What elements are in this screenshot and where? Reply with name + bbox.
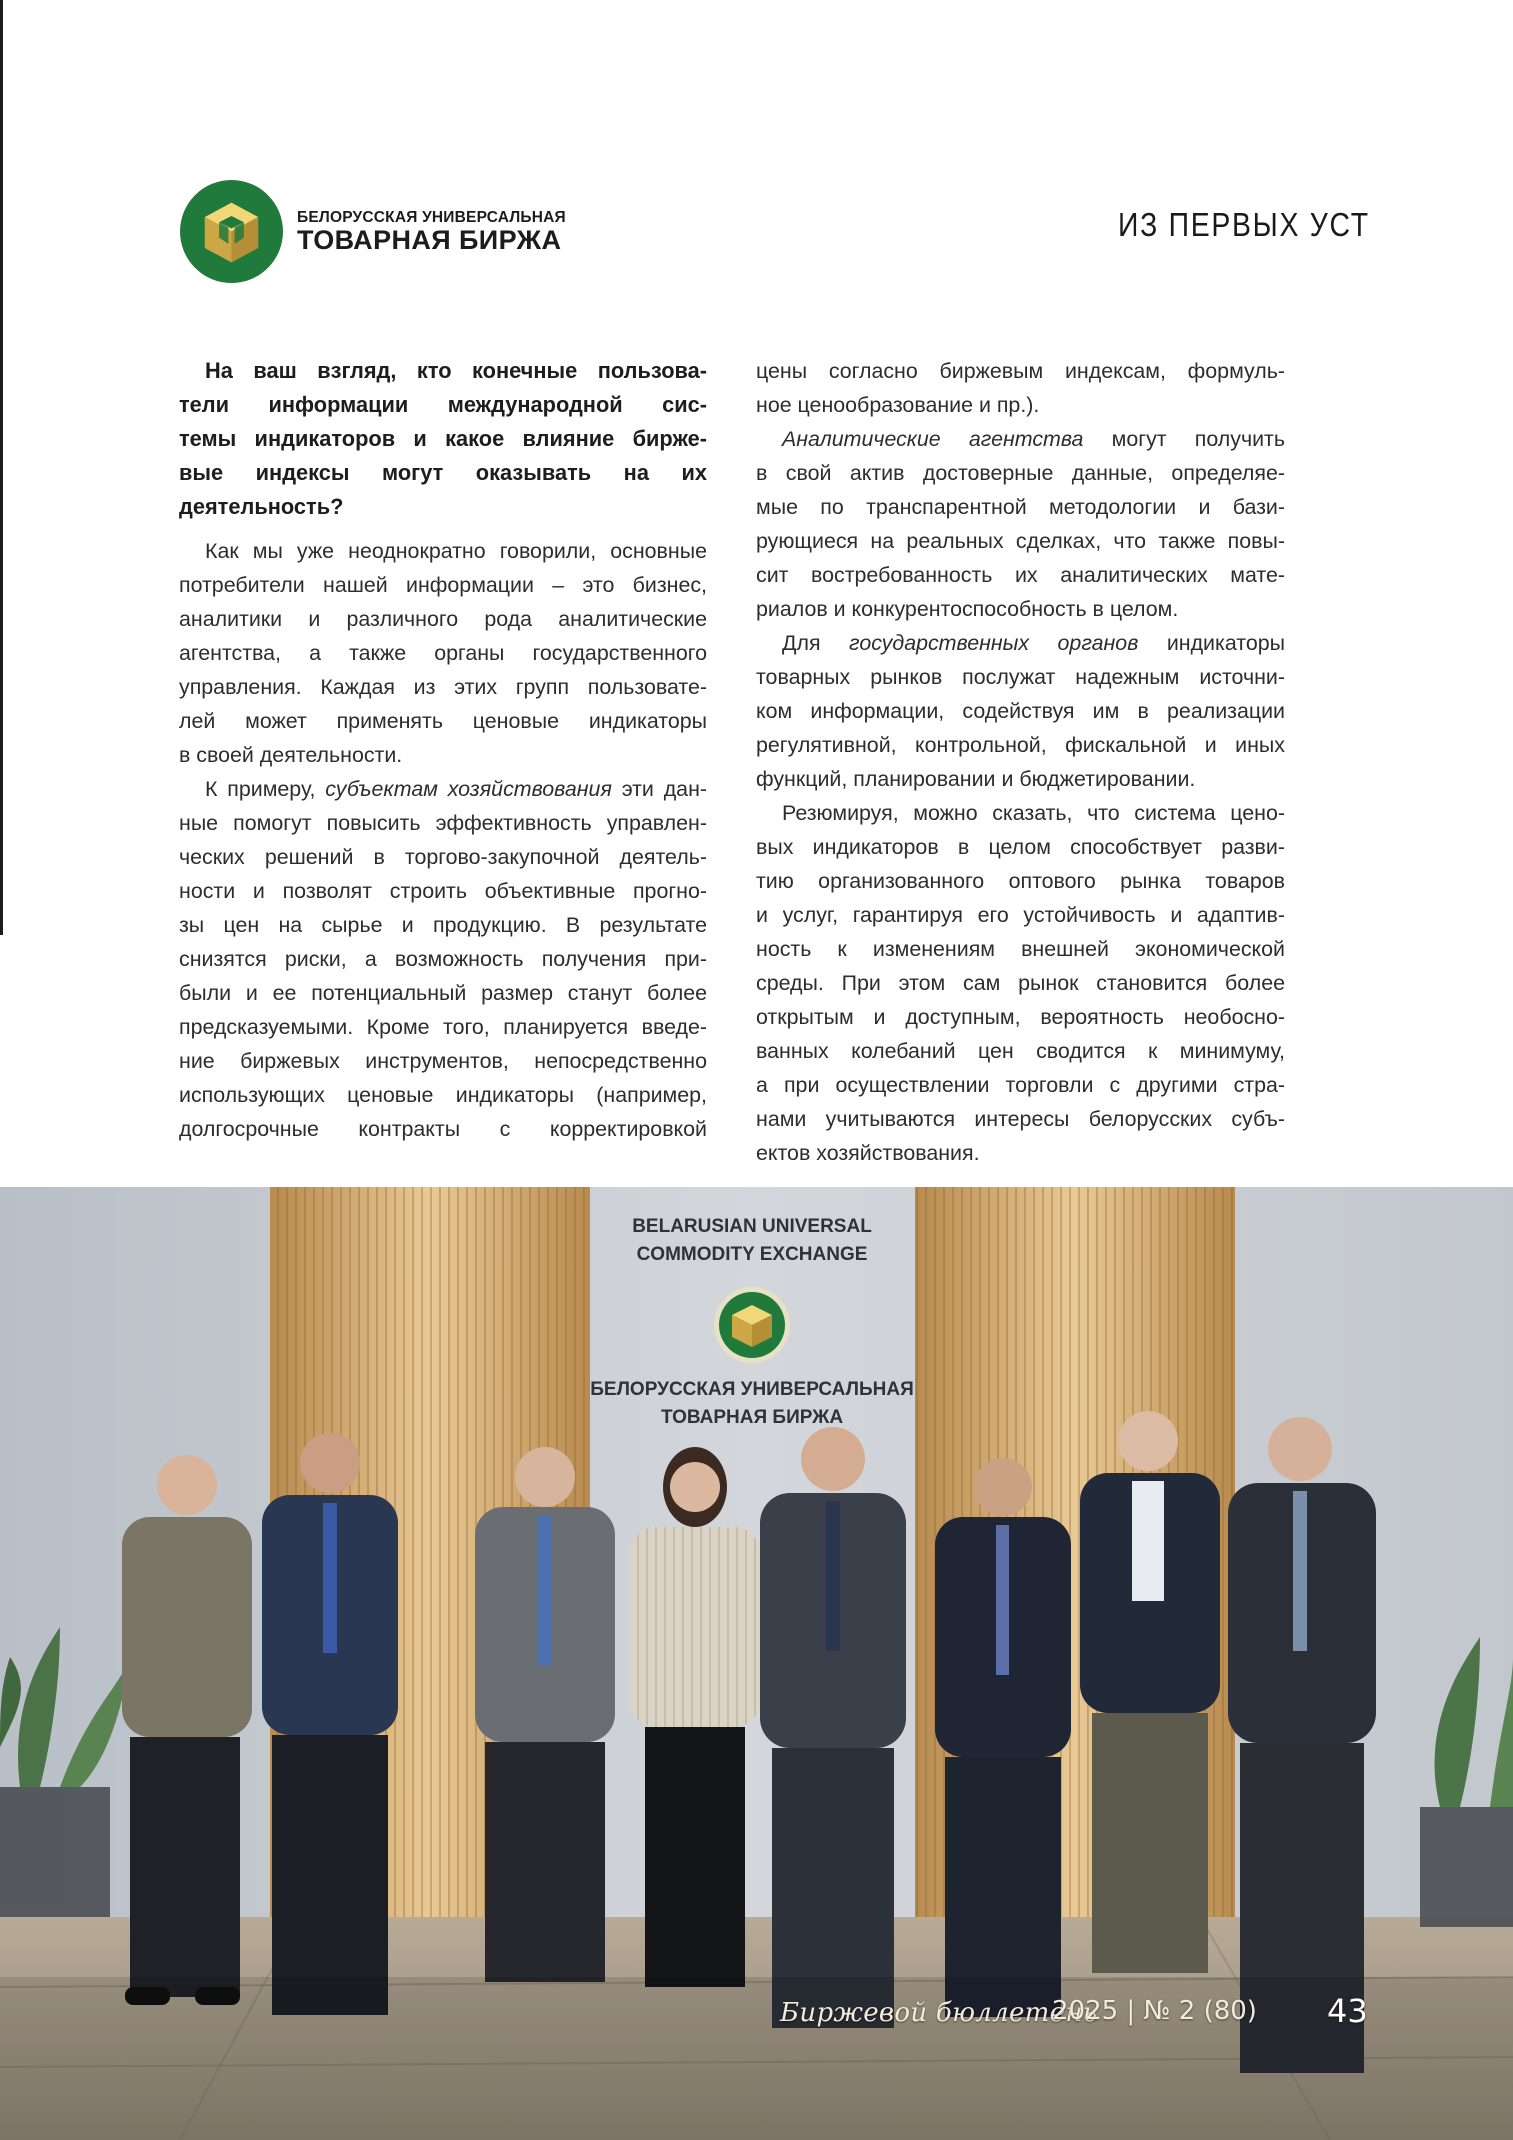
text-line: Резюмируя, можно сказать, что система цено- bbox=[782, 801, 1285, 825]
person-6 bbox=[935, 1458, 1071, 2017]
group-photo bbox=[0, 1187, 1513, 2140]
text-line: а при осуществлении торговли с другими стра- bbox=[756, 1073, 1285, 1097]
sign-english-line-1: BELARUSIAN UNIVERSAL bbox=[632, 1216, 872, 1237]
text-line: Аналитические агентства могут получить bbox=[782, 427, 1285, 451]
exchange-logo bbox=[180, 180, 283, 283]
emphasis-analytical-agencies: Аналитические агентства bbox=[782, 427, 1084, 451]
text-line: товарных рынков послужат надежным источни- bbox=[756, 665, 1285, 689]
wordmark-line-2: ТОВАРНАЯ БИРЖА bbox=[297, 225, 562, 255]
text-line: тию организованного оптового рынка товаров bbox=[756, 869, 1285, 893]
text-line: ческих решений в торгово-закупочной деятель- bbox=[179, 845, 707, 869]
emphasis-business-entities: субъектам хозяйствования bbox=[325, 777, 612, 801]
answer-paragraph bbox=[756, 422, 1285, 626]
text-line: функций, планировании и бюджетировании. bbox=[756, 767, 1196, 791]
text-line: вых индикаторов в целом способствует разви- bbox=[756, 835, 1285, 859]
emphasis-government-bodies: государственных органов bbox=[849, 631, 1139, 655]
text-line: зы цен на сырье и продукцию. В результате bbox=[179, 913, 707, 937]
text-line: мые по транспарентной методологии и бази- bbox=[756, 495, 1285, 519]
person-1 bbox=[122, 1455, 252, 2005]
text-line: использующих ценовые индикаторы (например, bbox=[179, 1083, 707, 1107]
text-line: Для государственных органов индикаторы bbox=[782, 631, 1285, 655]
question-line: тели информации международной сис- bbox=[179, 392, 707, 417]
text-line: агентства, а также органы государственного bbox=[179, 641, 707, 665]
text-line: К примеру, субъектам хозяйствования эти дан- bbox=[205, 777, 708, 801]
text-line: лей может применять ценовые индикаторы bbox=[179, 709, 707, 733]
text-line: ности и позволят строить объективные прогно- bbox=[179, 879, 707, 903]
text-line: аналитики и различного рода аналитические bbox=[179, 607, 707, 631]
text-line: открытым и доступным, вероятность необосно- bbox=[756, 1005, 1285, 1029]
wordmark-line-1: БЕЛОРУССКАЯ УНИВЕРСАЛЬНАЯ bbox=[297, 209, 566, 226]
answer-paragraph bbox=[179, 772, 707, 1146]
answer-paragraph-continued bbox=[756, 354, 1285, 422]
person-7 bbox=[1080, 1411, 1220, 1973]
question-line: темы индикаторов и какое влияние бирже- bbox=[179, 426, 707, 451]
article-column-left bbox=[179, 354, 707, 1146]
issue-number: 2025 | № 2 (80) bbox=[1052, 1996, 1257, 2026]
text-line: среды. При этом сам рынок становится более bbox=[756, 971, 1285, 995]
question-line: деятельность? bbox=[179, 494, 344, 519]
page-number: 43 bbox=[1327, 1992, 1368, 2030]
text-line: регулятивной, контрольной, фискальной и иных bbox=[756, 733, 1285, 757]
person-3 bbox=[475, 1447, 615, 1982]
text-line: управления. Каждая из этих групп пользовате- bbox=[179, 675, 707, 699]
question-line: На ваш взгляд, кто конечные пользова- bbox=[205, 358, 707, 383]
person-8 bbox=[1228, 1417, 1376, 2073]
sign-russian-line-2: ТОВАРНАЯ БИРЖА bbox=[660, 1407, 844, 1428]
magazine-title: Биржевой бюллетень bbox=[780, 1998, 1098, 2028]
question-line: вые индексы могут оказывать на их bbox=[179, 460, 707, 485]
text-line: ванных колебаний цен сводится к минимуму, bbox=[756, 1039, 1285, 1063]
person-4 bbox=[630, 1447, 760, 1987]
text-line: сит востребованность их аналитических мате- bbox=[756, 563, 1285, 587]
person-2 bbox=[262, 1433, 398, 2015]
text-line: снизятся риски, а возможность получения при- bbox=[179, 947, 707, 971]
text-line: потребители нашей информации – это бизнес, bbox=[179, 573, 707, 597]
text-line: ные помогут повысить эффективность управлен- bbox=[179, 811, 707, 835]
page-spine-edge bbox=[0, 0, 3, 935]
text-line: были и ее потенциальный размер станут более bbox=[179, 981, 707, 1005]
sign-english-line-2: COMMODITY EXCHANGE bbox=[636, 1244, 868, 1265]
exchange-wordmark bbox=[297, 209, 566, 255]
text-line: и услуг, гарантируя его устойчивость и адаптив- bbox=[756, 903, 1285, 927]
person-5 bbox=[760, 1427, 906, 2028]
text-line: ное ценообразование и пр.). bbox=[756, 393, 1040, 417]
answer-paragraph bbox=[179, 534, 707, 772]
text-line: Как мы уже неоднократно говорили, основные bbox=[205, 539, 707, 563]
text-line: цены согласно биржевым индексам, формуль- bbox=[756, 359, 1285, 383]
text-line: в своей деятельности. bbox=[179, 743, 403, 767]
text-line: ность к изменениям внешней экономической bbox=[756, 937, 1285, 961]
text-line: предсказуемыми. Кроме того, планируется введе- bbox=[179, 1015, 707, 1039]
text-line: ком информации, содействуя им в реализации bbox=[756, 699, 1285, 723]
text-line: рующиеся на реальных сделках, что также повы- bbox=[756, 529, 1285, 553]
text-line: ектов хозяйствования. bbox=[756, 1141, 980, 1165]
sign-russian-line-1: БЕЛОРУССКАЯ УНИВЕРСАЛЬНАЯ bbox=[590, 1379, 914, 1400]
text-line: нами учитываются интересы белорусских субъ- bbox=[756, 1107, 1285, 1131]
text-line: в свой актив достоверные данные, определяе- bbox=[756, 461, 1285, 485]
text-line: риалов и конкурентоспособность в целом. bbox=[756, 597, 1179, 621]
text-line: ние биржевых инструментов, непосредственно bbox=[179, 1049, 707, 1073]
answer-paragraph bbox=[756, 796, 1285, 1170]
interview-question bbox=[179, 354, 707, 524]
answer-paragraph bbox=[756, 626, 1285, 796]
article-column-right bbox=[756, 354, 1285, 1170]
text-line: долгосрочные контракты с корректировкой bbox=[179, 1117, 707, 1141]
section-title: ИЗ ПЕРВЫХ УСТ bbox=[1118, 206, 1370, 243]
